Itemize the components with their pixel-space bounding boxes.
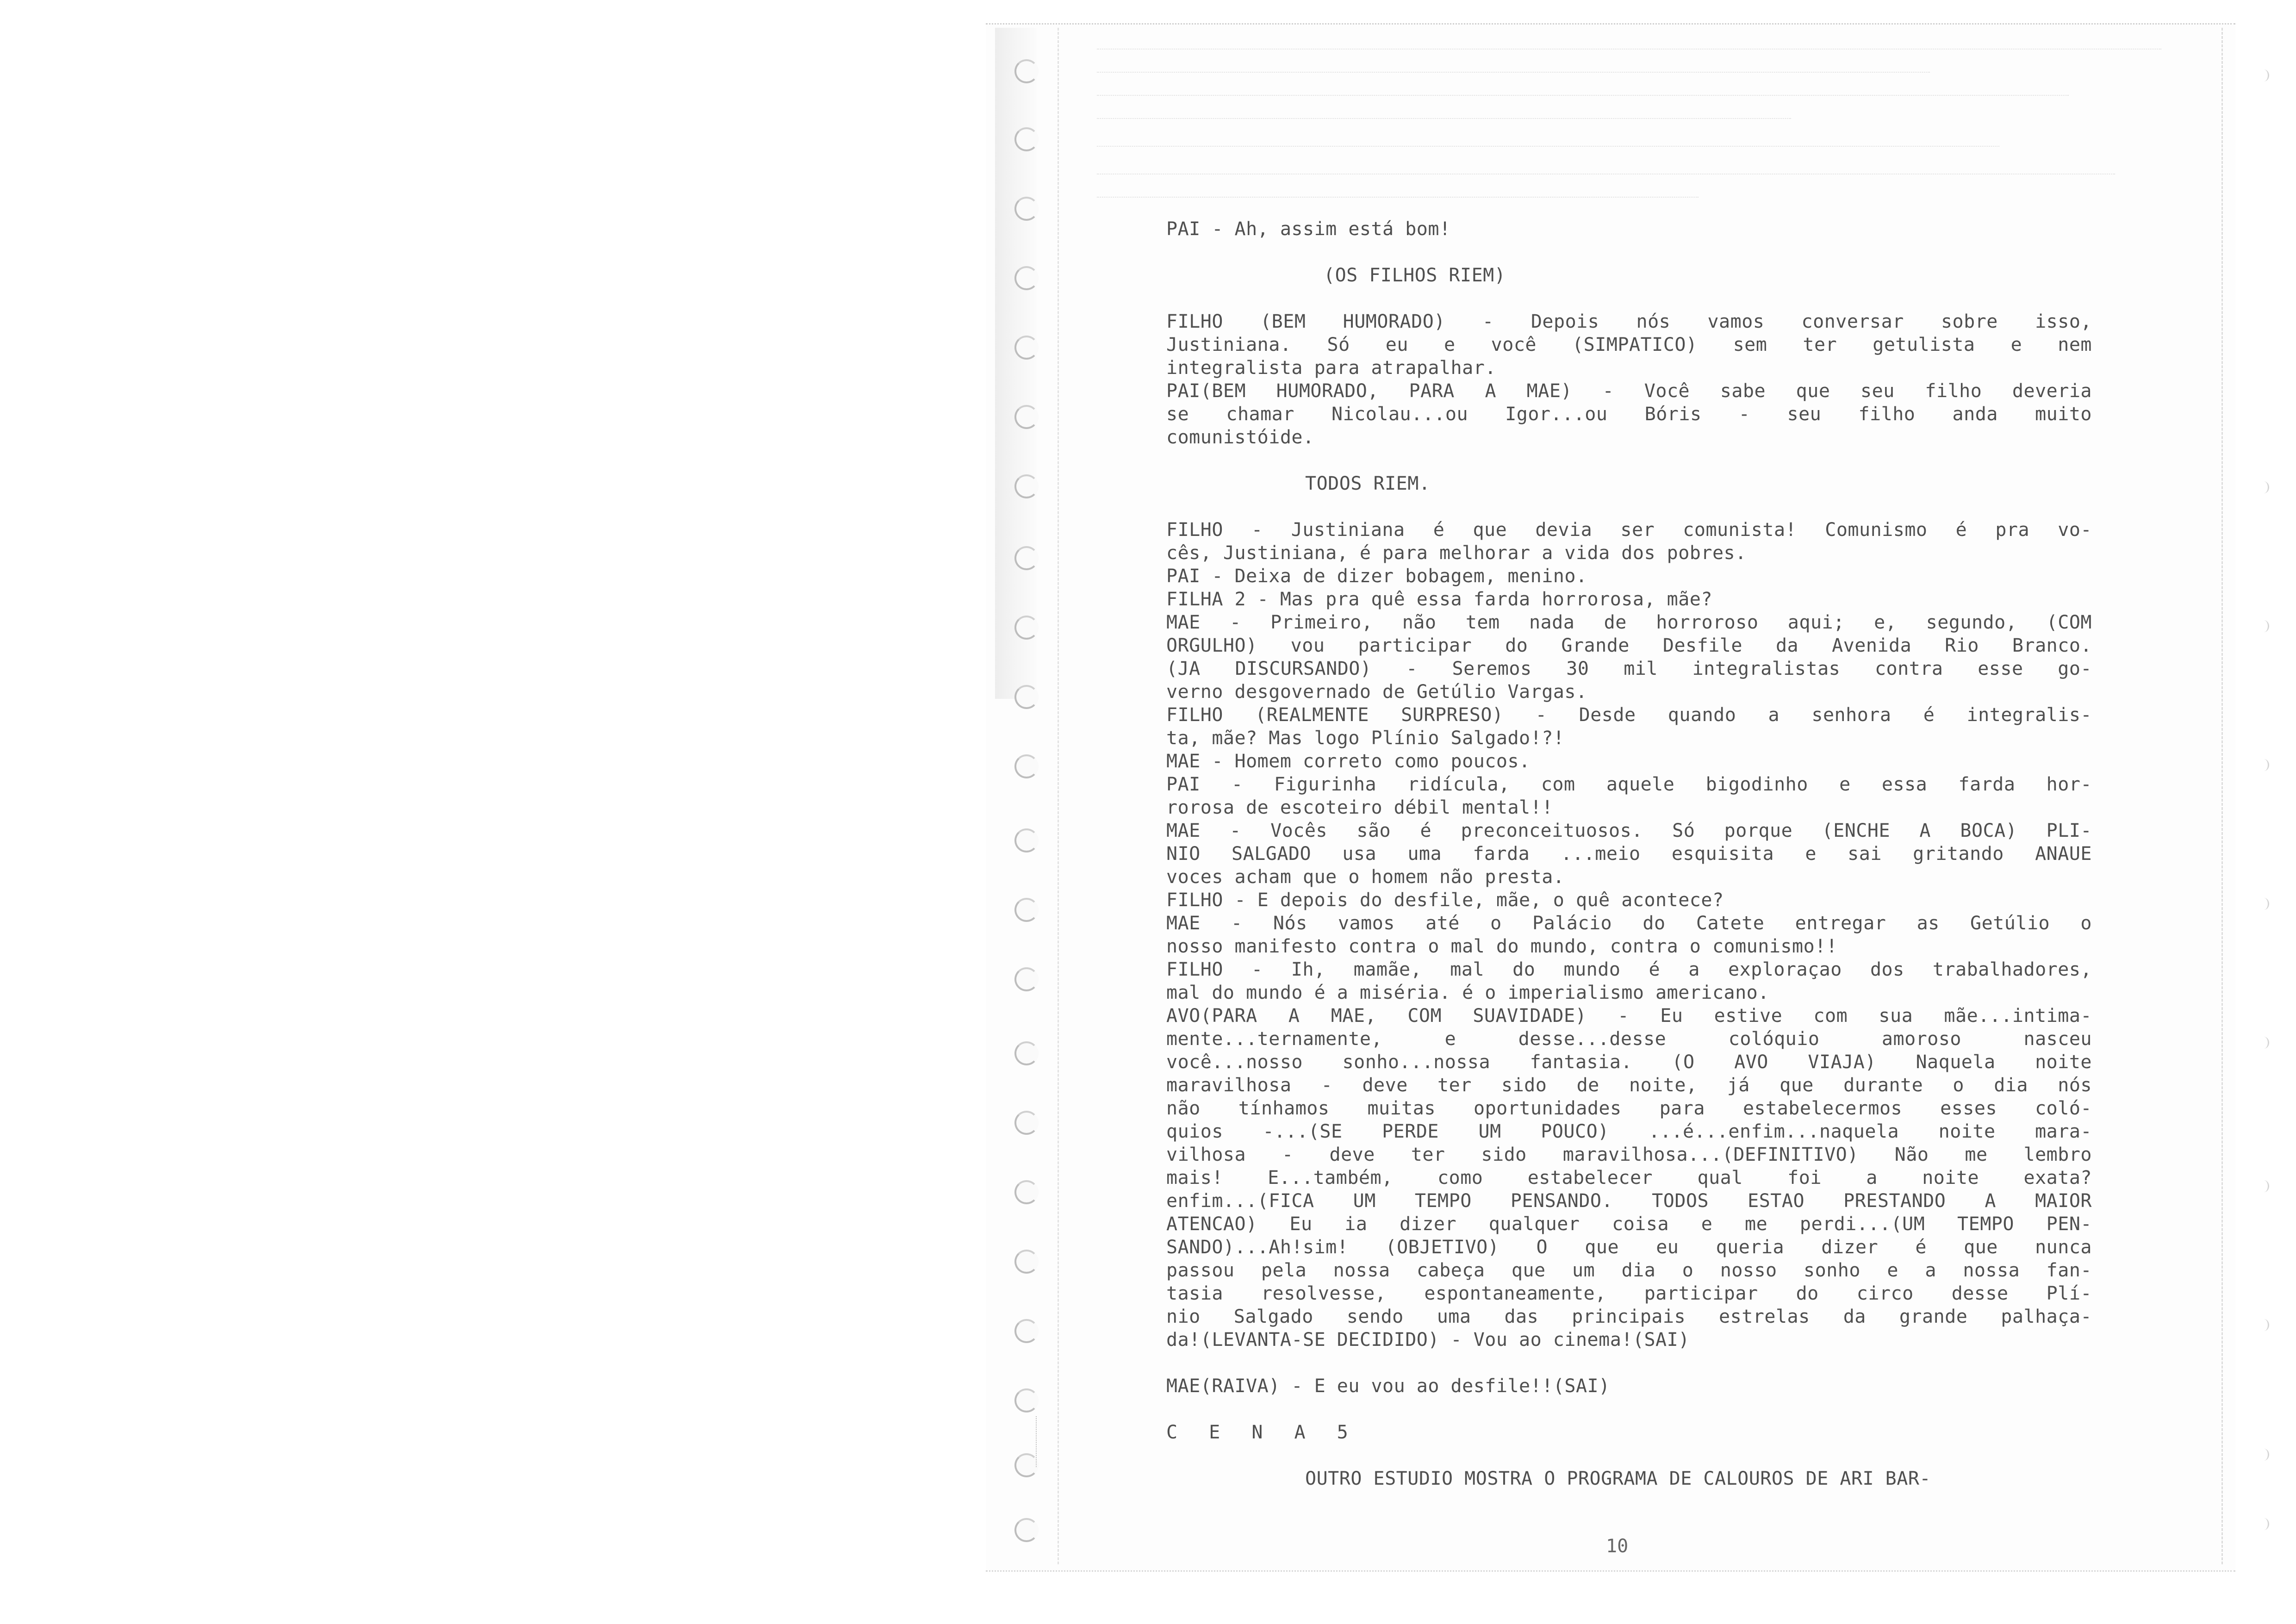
binder-hole <box>1014 405 1039 429</box>
show-through-line <box>1097 146 1999 147</box>
show-through-line <box>1097 49 2161 50</box>
feed-mark <box>2259 1319 2269 1331</box>
script-line: comunistóide. <box>1166 427 1314 448</box>
binder-hole <box>1014 266 1039 290</box>
page-right-edge <box>2221 28 2223 1564</box>
binder-hole <box>1014 474 1039 498</box>
script-line: MAE - Homem correto como poucos. <box>1166 751 1531 772</box>
script-line: AVO(PARA A MAE, COM SUAVIDADE) - Eu estive com sua mãe...intima- <box>1166 1005 2092 1027</box>
script-line: você...nosso sonho...nossa fantasia. (O AVO VIAJA) Naquela noite <box>1166 1052 2092 1073</box>
script-line: FILHO - E depois do desfile, mãe, o quê acontece? <box>1166 890 1724 911</box>
binder-hole <box>1014 59 1039 83</box>
scene-heading: C E N A 5 <box>1166 1422 1358 1443</box>
script-line: NIO SALGADO usa uma farda ...meio esquisita e sai gritando ANAUE <box>1166 843 2092 865</box>
show-through-line <box>1097 72 1930 73</box>
script-line: FILHA 2 - Mas pra quê essa farda horrorosa, mãe? <box>1166 589 1712 610</box>
script-line: PAI(BEM HUMORADO, PARA A MAE) - Você sabe que seu filho deveria <box>1166 380 2092 402</box>
binder-hole <box>1014 1453 1039 1477</box>
binder-hole <box>1014 967 1039 991</box>
binder-hole <box>1014 197 1039 221</box>
script-line: mente...ternamente, e desse...desse colóquio amoroso nasceu <box>1166 1028 2092 1050</box>
script-line: PAI - Ah, assim está bom! <box>1166 218 1451 240</box>
binder-hole <box>1014 1319 1039 1343</box>
script-text <box>1166 218 2092 1490</box>
script-line: nosso manifesto contra o mal do mundo, contra o comunismo!! <box>1166 936 1838 957</box>
show-through-line <box>1097 118 1791 119</box>
script-line: FILHO (REALMENTE SURPRESO) - Desde quando a senhora é integralis- <box>1166 704 2092 726</box>
feed-mark <box>2259 1180 2269 1192</box>
stage-direction: OUTRO ESTUDIO MOSTRA O PROGRAMA DE CALOUROS DE ARI BAR- <box>1305 1468 1931 1489</box>
binder-hole <box>1014 336 1039 360</box>
stage-direction: (OS FILHOS RIEM) <box>1324 265 1506 286</box>
feed-mark <box>2259 898 2269 910</box>
script-line: mal do mundo é a miséria. é o imperialismo americano. <box>1166 982 1769 1003</box>
show-through-line <box>1097 197 1699 198</box>
script-line: FILHO (BEM HUMORADO) - Depois nós vamos conversar sobre isso, <box>1166 311 2092 332</box>
script-line: se chamar Nicolau...ou Igor...ou Bóris - seu filho anda muito <box>1166 404 2092 425</box>
script-line: ORGULHO) vou participar do Grande Desfile da Avenida Rio Branco. <box>1166 635 2092 656</box>
binder-hole <box>1014 1041 1039 1065</box>
binder-hole <box>1014 898 1039 922</box>
binder-hole <box>1014 1111 1039 1135</box>
script-line: da!(LEVANTA-SE DECIDIDO) - Vou ao cinema!(SAI) <box>1166 1329 1690 1350</box>
script-line: PAI - Deixa de dizer bobagem, menino. <box>1166 566 1587 587</box>
page-number: 10 <box>1606 1536 1629 1557</box>
binder-hole <box>1014 1180 1039 1204</box>
page-margin-line <box>1058 28 1059 1564</box>
script-line: tasia resolvesse, espontaneamente, participar do circo desse Plí- <box>1166 1283 2092 1304</box>
script-line: não tínhamos muitas oportunidades para estabelecermos esses coló- <box>1166 1098 2092 1119</box>
script-line: maravilhosa - deve ter sido de noite, já que durante o dia nós <box>1166 1075 2092 1096</box>
script-line: vilhosa - deve ter sido maravilhosa...(DEFINITIVO) Não me lembro <box>1166 1144 2092 1165</box>
faint-stamp <box>1036 1416 1052 1467</box>
script-line: PAI - Figurinha ridícula, com aquele bigodinho e essa farda hor- <box>1166 774 2092 795</box>
script-line: enfim...(FICA UM TEMPO PENSANDO. TODOS ESTAO PRESTANDO A MAIOR <box>1166 1190 2092 1212</box>
binder-hole <box>1014 1518 1039 1542</box>
show-through-area <box>1078 44 2189 201</box>
script-line: MAE(RAIVA) - E eu vou ao desfile!!(SAI) <box>1166 1375 1610 1397</box>
binder-hole <box>1014 127 1039 151</box>
binder-hole <box>1014 754 1039 778</box>
script-line: passou pela nossa cabeça que um dia o nosso sonho e a nossa fan- <box>1166 1260 2092 1281</box>
stage-direction: TODOS RIEM. <box>1305 473 1431 494</box>
binder-hole <box>1014 1388 1039 1412</box>
script-line: verno desgovernado de Getúlio Vargas. <box>1166 681 1587 703</box>
feed-mark <box>2259 759 2269 771</box>
binder-hole <box>1014 828 1039 852</box>
feed-mark <box>2259 1518 2269 1530</box>
binder-hole <box>1014 616 1039 640</box>
script-line: Justiniana. Só eu e você (SIMPATICO) sem ter getulista e nem <box>1166 334 2092 355</box>
script-line: (JA DISCURSANDO) - Seremos 30 mil integralistas contra esse go- <box>1166 658 2092 679</box>
feed-mark <box>2259 481 2269 493</box>
script-line: integralista para atrapalhar. <box>1166 357 1496 379</box>
binder-hole <box>1014 685 1039 709</box>
script-line: MAE - Nós vamos até o Palácio do Catete entregar as Getúlio o <box>1166 913 2092 934</box>
binder-hole <box>1014 546 1039 570</box>
feed-mark <box>2259 1449 2269 1461</box>
script-line: mais! E...também, como estabelecer qual foi a noite exata? <box>1166 1167 2092 1188</box>
script-line: ATENCAO) Eu ia dizer qualquer coisa e me perdi...(UM TEMPO PEN- <box>1166 1213 2092 1235</box>
script-line: quios -...(SE PERDE UM POUCO) ...é...enfim...naquela noite mara- <box>1166 1121 2092 1142</box>
script-line: FILHO - Ih, mamãe, mal do mundo é a exploraçao dos trabalhadores, <box>1166 959 2092 980</box>
script-line: MAE - Primeiro, não tem nada de horroroso aqui; e, segundo, (COM <box>1166 612 2092 633</box>
script-line: FILHO - Justiniana é que devia ser comunista! Comunismo é pra vo- <box>1166 519 2092 541</box>
feed-mark <box>2259 1037 2269 1049</box>
script-line: SANDO)...Ah!sim! (OBJETIVO) O que eu queria dizer é que nunca <box>1166 1237 2092 1258</box>
script-line: cês, Justiniana, é para melhorar a vida dos pobres. <box>1166 542 1747 564</box>
script-line: MAE - Vocês são é preconceituosos. Só porque (ENCHE A BOCA) PLI- <box>1166 820 2092 841</box>
feed-mark <box>2259 620 2269 632</box>
script-line: nio Salgado sendo uma das principais estrelas da grande palhaça- <box>1166 1306 2092 1327</box>
feed-mark <box>2259 69 2269 81</box>
show-through-line <box>1097 95 2069 96</box>
script-line: ta, mãe? Mas logo Plínio Salgado!?! <box>1166 728 1565 749</box>
script-line: rorosa de escoteiro débil mental!! <box>1166 797 1553 818</box>
script-line: voces acham que o homem não presta. <box>1166 866 1565 888</box>
binder-hole <box>1014 1250 1039 1274</box>
